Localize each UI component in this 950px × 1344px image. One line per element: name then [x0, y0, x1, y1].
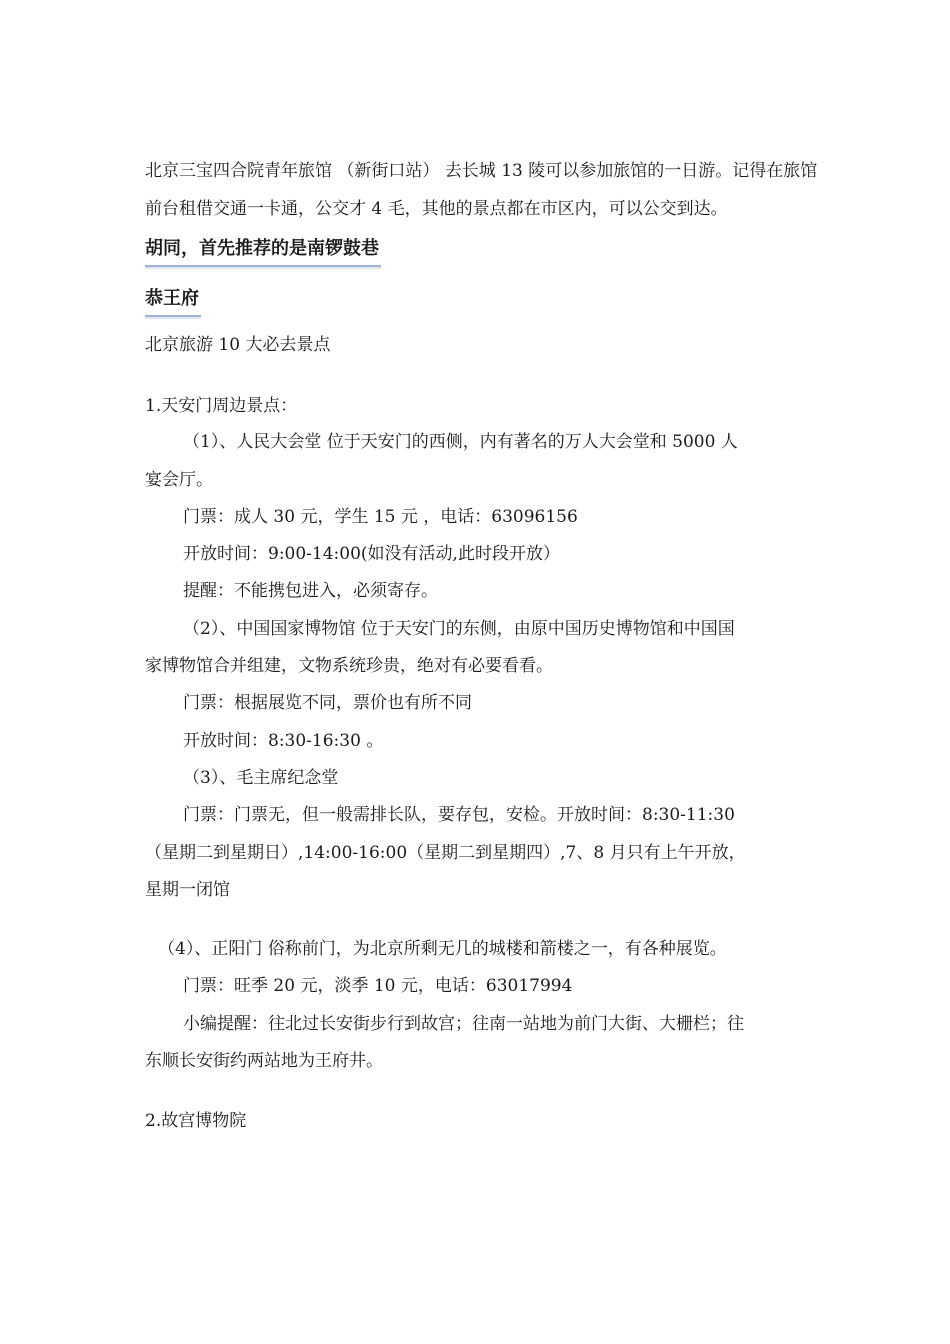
section2-title: 2.故宫博物院	[145, 1111, 247, 1131]
item4-tip-line-2: 东顺长安街约两站地为王府井。	[145, 1051, 383, 1071]
item2-ticket: 门票：根据展览不同，票价也有所不同	[183, 693, 472, 713]
item3-line-3: 星期一闭馆	[145, 880, 230, 900]
item3-line-2: （星期二到星期日）,14:00-16:00（星期二到星期四）,7、8 月只有上午开放，	[145, 843, 746, 863]
item1-tip: 提醒：不能携包进入，必须寄存。	[183, 581, 438, 601]
item3-title: （3）、毛主席纪念堂	[183, 768, 339, 788]
heading-gongwangfu: 恭王府	[145, 286, 201, 317]
intro-line-2: 前台租借交通一卡通，公交才 4 毛，其他的景点都在市区内，可以公交到达。	[145, 199, 728, 219]
item4-line-1: （4）、正阳门 俗称前门，为北京所剩无几的城楼和箭楼之一，有各种展览。	[158, 939, 727, 959]
section1-title: 1.天安门周边景点：	[145, 396, 298, 416]
intro-line-1: 北京三宝四合院青年旅馆 （新街口站） 去长城 13 陵可以参加旅馆的一日游。记得在旅馆	[145, 161, 818, 181]
item2-line-2: 家博物馆合并组建，文物系统珍贵，绝对有必要看看。	[145, 656, 553, 676]
heading-hutong: 胡同，首先推荐的是南锣鼓巷	[145, 236, 381, 267]
item1-line-1: （1）、人民大会堂 位于天安门的西侧，内有著名的万人大会堂和 5000 人	[183, 432, 738, 452]
item1-line-2: 宴会厅。	[145, 470, 213, 490]
item4-tip-line-1: 小编提醒：往北过长安街步行到故宫；往南一站地为前门大街、大栅栏；往	[183, 1014, 744, 1034]
item4-ticket: 门票：旺季 20 元，淡季 10 元，电话：63017994	[183, 976, 573, 996]
item3-line-1: 门票：门票无，但一般需排长队，要存包，安检。开放时间：8:30-11:30	[183, 805, 735, 825]
item1-ticket: 门票：成人 30 元，学生 15 元 ，电话：63096156	[183, 507, 578, 527]
list-title: 北京旅游 10 大必去景点	[145, 335, 331, 355]
item1-hours: 开放时间：9:00-14:00(如没有活动,此时段开放）	[183, 544, 560, 564]
item2-line-1: （2）、中国国家博物馆 位于天安门的东侧，由原中国历史博物馆和中国国	[183, 619, 735, 639]
item2-hours: 开放时间：8:30-16:30 。	[183, 731, 384, 751]
